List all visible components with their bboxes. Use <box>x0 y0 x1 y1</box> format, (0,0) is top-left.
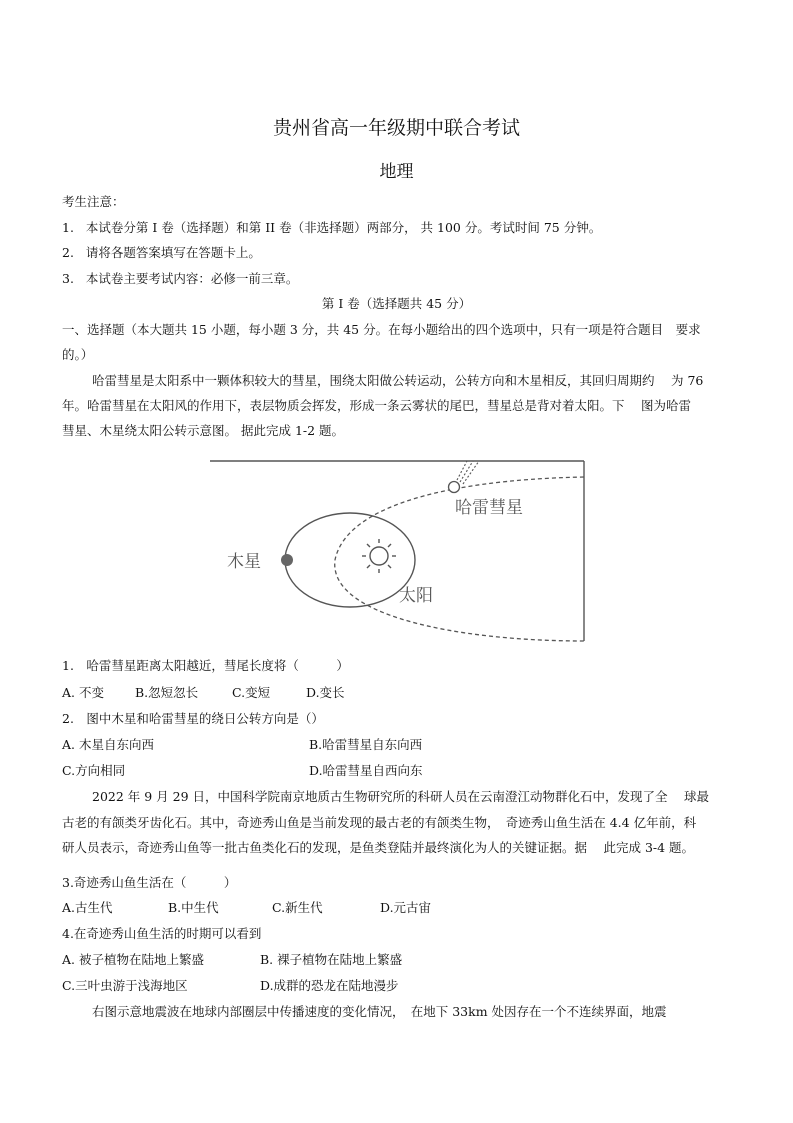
sun-icon <box>362 539 396 573</box>
passage1-line2: 年。哈雷彗星在太阳风的作用下，表层物质会挥发，形成一条云雾状的尾巴，彗星总是背对着太阳。下 图为哈雷 <box>62 398 691 413</box>
question-4-stem: 4.在奇迹秀山鱼生活的时期可以看到 <box>62 926 262 941</box>
q1-option-c: C.变短 <box>232 685 271 700</box>
q1-option-a: A. 不变 <box>62 685 104 700</box>
notice-item-1 <box>62 218 601 236</box>
question-1-stem: 1. 哈雷彗星距离太阳越近，彗尾长度将（ ） <box>62 658 349 673</box>
label-jupiter: 木星 <box>227 552 261 572</box>
question-3-stem: 3.奇迹秀山鱼生活在（ ） <box>62 875 237 890</box>
q2-option-a: A. 木星自东向西 <box>62 737 154 752</box>
q2-option-b: B.哈雷彗星自东向西 <box>309 737 423 752</box>
orbit-diagram <box>205 455 590 645</box>
notice-text: 请将各题答案填写在答题卡上。 <box>85 245 261 260</box>
passage2-line2: 古老的有颌类牙齿化石。其中，奇迹秀山鱼是当前发现的最古老的有颌类生物， 奇迹秀山鱼生活在 4.4 亿年前，科 <box>62 815 697 830</box>
q3-option-c: C.新生代 <box>272 900 323 915</box>
q3-option-b: B.中生代 <box>168 900 219 915</box>
jupiter-orbit <box>285 513 415 607</box>
passage2-line3: 研人员表示，奇迹秀山鱼等一批古鱼类化石的发现，是鱼类登陆并最终演化为人的关键证据。据 此完成 3-4 题。 <box>62 840 695 855</box>
passage2-line1: 2022 年 9 月 29 日，中国科学院南京地质古生物研究所的科研人员在云南澄江动物群化石中，发现了全 球最 <box>92 789 710 804</box>
halley-comet <box>449 482 460 493</box>
q4-option-a: A. 被子植物在陆地上繁盛 <box>62 952 204 967</box>
comet-tail <box>457 461 479 484</box>
passage3-line1: 右图示意地震波在地球内部圈层中传播速度的变化情况， 在地下 33km 处因存在一个不连续界面，地震 <box>92 1004 667 1019</box>
notice-text: 本试卷主要考试内容：必修一前三章。 <box>85 271 299 286</box>
question-2-stem: 2. 图中木星和哈雷彗星的绕日公转方向是（） <box>62 711 324 726</box>
section-instructions-line1: 一、选择题（本大题共 15 小题，每小题 3 分，共 45 分。在每小题给出的四个选项中，只有一项是符合题目 要求 <box>62 322 701 337</box>
q1-option-b: B.忽短忽长 <box>135 685 199 700</box>
notice-num: 1. <box>62 220 74 235</box>
notice-item-2 <box>62 243 261 261</box>
passage1-line3: 彗星、木星绕太阳公转示意图。 据此完成 1-2 题。 <box>62 423 345 438</box>
notice-heading: 考生注意： <box>62 194 125 209</box>
section-instructions-line2: 的。） <box>62 347 94 362</box>
passage1-line1: 哈雷彗星是太阳系中一颗体积较大的彗星，围绕太阳做公转运动，公转方向和木星相反，其回归周期约 为 76 <box>92 373 704 388</box>
q4-option-b: B. 裸子植物在陆地上繁盛 <box>260 952 403 967</box>
q3-option-d: D.元古宙 <box>380 900 432 915</box>
exam-subject: 地理 <box>379 162 414 182</box>
q2-option-c: C.方向相同 <box>62 763 126 778</box>
q4-option-c: C.三叶虫游于浅海地区 <box>62 978 188 993</box>
q3-option-a: A.古生代 <box>62 900 113 915</box>
notice-text: 本试卷分第 I 卷（选择题）和第 II 卷（非选择题）两部分， 共 100 分。考试时间 75 分钟。 <box>85 220 602 235</box>
q2-option-d: D.哈雷彗星自西向东 <box>309 763 423 778</box>
label-comet: 哈雷彗星 <box>455 498 523 518</box>
section-heading: 第 I 卷（选择题共 45 分） <box>321 296 472 311</box>
notice-item-3 <box>62 269 298 287</box>
q1-option-d: D.变长 <box>306 685 345 700</box>
label-sun: 太阳 <box>399 586 433 606</box>
notice-num: 3. <box>62 271 74 286</box>
jupiter-planet <box>281 554 293 566</box>
exam-title: 贵州省高一年级期中联合考试 <box>272 117 520 139</box>
q4-option-d: D.成群的恐龙在陆地漫步 <box>260 978 399 993</box>
notice-num: 2. <box>62 245 74 260</box>
